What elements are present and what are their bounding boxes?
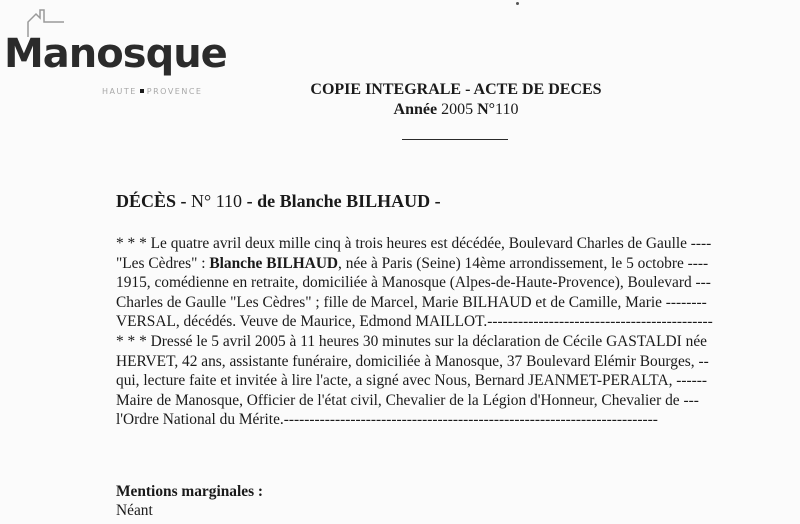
logo-subtitle: HAUTE PROVENCE (102, 87, 203, 96)
document-header (230, 80, 682, 120)
mentions-value: Néant (116, 502, 153, 519)
document-year-number: Année 2005 N°110 (393, 101, 519, 118)
record-line: * * * Dressé le 5 avril 2005 à 11 heures 30 minutes sur la déclaration de Cécile GASTALDI née (116, 332, 707, 350)
header-divider (402, 139, 508, 140)
record-line: qui, lecture faite et invitée à lire l'acte, a signé avec Nous, Bernard JEANMET-PERALTA, ------ (116, 372, 708, 390)
marginal-mentions (116, 482, 263, 520)
record-line: Charles de Gaulle "Les Cèdres" ; fille de Marcel, Marie BILHAUD et de Camille, Marie -------- (116, 293, 707, 311)
logo-wordmark: Manosque (4, 31, 227, 77)
document-title: COPIE INTEGRALE - ACTE DE DECES (310, 81, 602, 98)
manosque-logo (2, 8, 227, 96)
scan-speck (516, 2, 519, 5)
record-line: * * * Le quatre avril deux mille cinq à trois heures est décédée, Boulevard Charles de Gaulle ---- (116, 235, 712, 252)
record-line: Maire de Manosque, Officier de l'état civil, Chevalier de la Légion d'Honneur, Chevalier de --- (116, 391, 699, 409)
record-body (116, 234, 800, 430)
record-line: 1915, comédienne en retraite, domiciliée à Manosque (Alpes-de-Haute-Provence), Boulevard --- (116, 274, 711, 292)
record-line: l'Ordre National du Mérite.------------------------------------------------------------------------- (116, 411, 658, 429)
record-line: "Les Cèdres" : Blanche BILHAUD, née à Paris (Seine) 14ème arrondissement, le 5 octobre ---- (116, 254, 709, 272)
record-line: HERVET, 42 ans, assistante funéraire, domiciliée à Manosque, 37 Boulevard Elémir Bourges, -- (116, 352, 709, 370)
mentions-label: Mentions marginales : (116, 483, 264, 500)
record-line: VERSAL, décédés. Veuve de Maurice, Edmond MAILLOT.-------------------------------------------- (116, 313, 713, 331)
deces-heading: DÉCÈS - N° 110 - de Blanche BILHAUD - (116, 191, 441, 211)
